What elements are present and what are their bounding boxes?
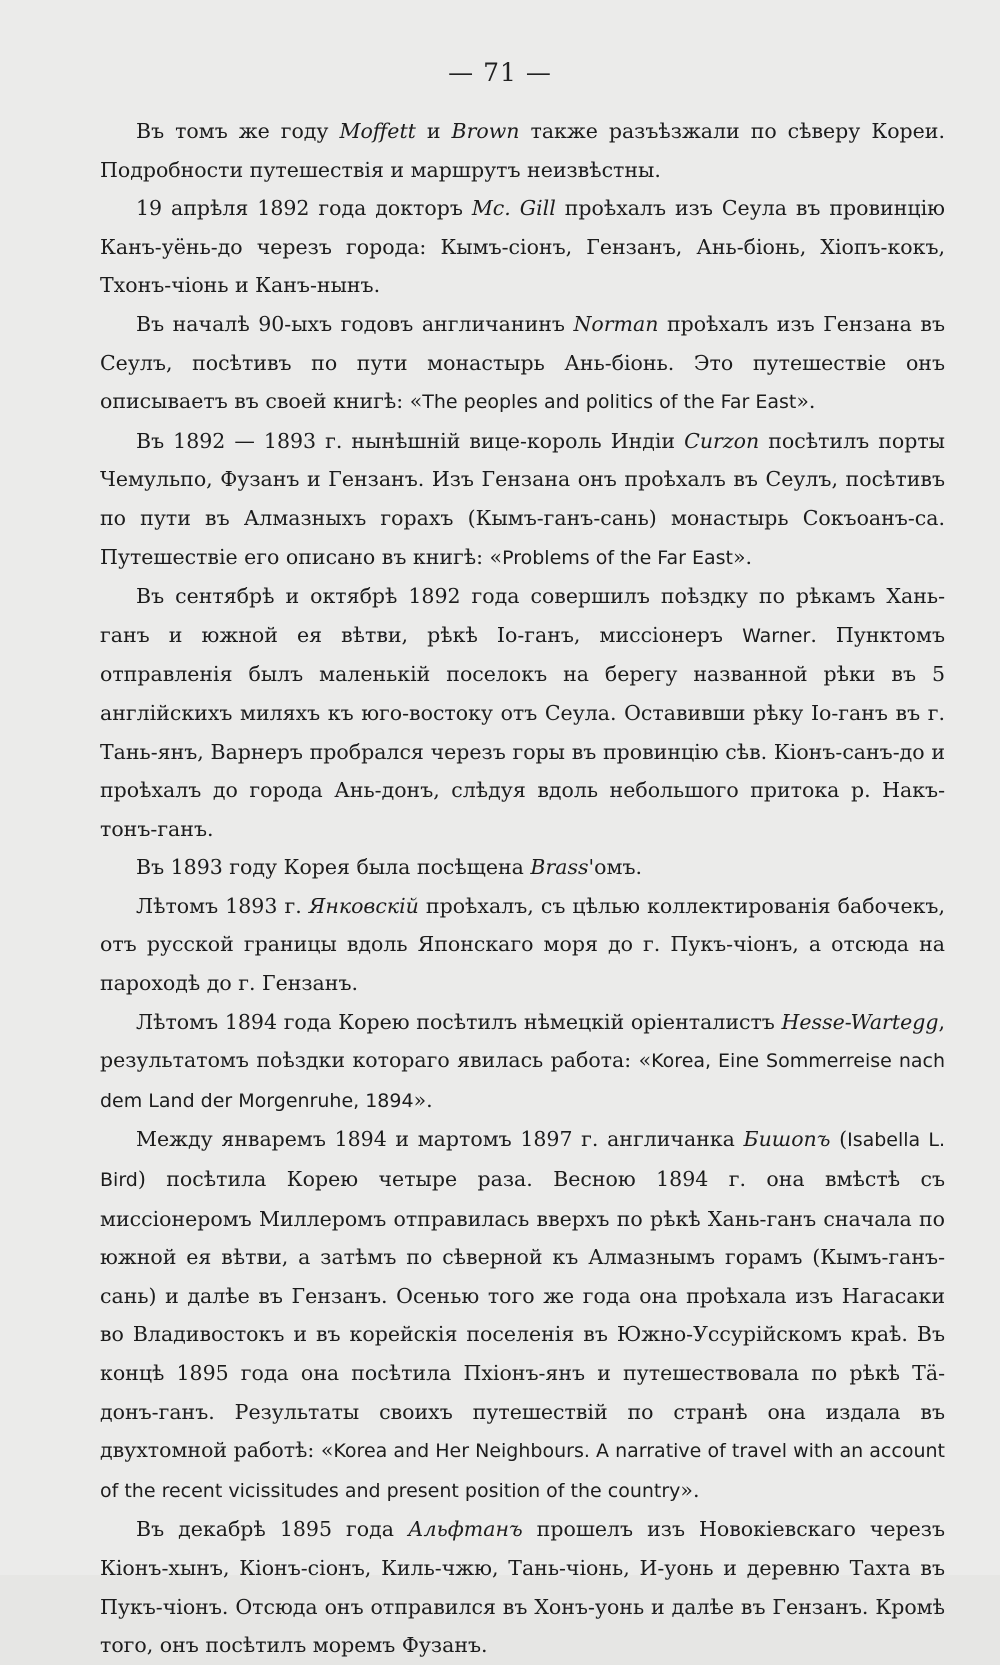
paragraph-p6 xyxy=(100,848,945,887)
text-run: Между январемъ 1894 и мартомъ 1897 г. англичанка xyxy=(136,1127,744,1152)
text-run: Лѣтомъ 1893 г. xyxy=(136,893,309,918)
italic-name: Norman xyxy=(573,311,659,336)
latin-title: Warner xyxy=(742,624,811,647)
text-run: 'омъ. xyxy=(588,855,642,880)
paragraph-p9 xyxy=(100,1120,945,1510)
latin-title: Korea and Her Neighbours. A narrative of travel with an account of the recent vicissitudes and present position of the country xyxy=(100,1440,945,1502)
latin-title: Problems of the Far East xyxy=(502,546,733,569)
text-run: ». xyxy=(732,544,753,569)
paragraph-p5 xyxy=(100,577,945,848)
text-run: посѣтилъ порты Чемульпо, Фузанъ и Гензанъ. Изъ Гензана онъ проѣхалъ въ Сеулъ, посѣтивъ по пути въ Алмазныхъ горахъ (Кымъ-ганъ-сань) монастырь Сокъоанъ-са. Путешествіе его описано въ книгѣ: « xyxy=(100,428,945,569)
text-run: также разъѣзжали по сѣверу Кореи. Подробности путешествія и маршрутъ неизвѣстны. xyxy=(100,119,945,182)
text-run: проѣхалъ, съ цѣлью коллектированія бабочекъ, отъ русской границы вдоль Японскаго моря до г. Пукъ-чіонъ, а отсюда на пароходѣ до г. Гензанъ. xyxy=(100,893,945,996)
italic-name: Curzon xyxy=(684,428,760,453)
text-run: ». xyxy=(796,389,816,414)
text-run: Лѣтомъ 1894 года Корею посѣтилъ нѣмецкій оріенталистъ xyxy=(136,1009,782,1034)
paragraph-p7 xyxy=(100,887,945,1003)
italic-name: Бишопъ xyxy=(743,1127,831,1152)
text-run: ». xyxy=(680,1477,700,1502)
page-number: — 71 — xyxy=(448,58,552,87)
paragraph-p8 xyxy=(100,1003,945,1121)
text-run: ». xyxy=(413,1087,433,1112)
italic-name: Янковскій xyxy=(308,893,419,918)
paragraph-p3 xyxy=(100,305,945,422)
paragraph-p2 xyxy=(100,189,945,305)
text-run: ( xyxy=(830,1127,848,1152)
text-run: ) посѣтила Корею четыре раза. Весною 1894 г. она вмѣстѣ съ миссіонеромъ Миллеромъ отправилась вверхъ по рѣкѣ Хань-ганъ сначала по южной ея вѣтви, а затѣмъ по сѣверной къ Алмазнымъ горамъ (Кымъ-ганъ-сань) и далѣе въ Гензанъ. Осенью того же года она проѣхала изъ Нагасаки во Владивостокъ и въ корейскія поселенія въ Южно-Уссурійскомъ краѣ. Въ концѣ 1895 года она посѣтила Пхіонъ-янъ и путешествовала по рѣкѣ Тä-донъ-ганъ. Результаты своихъ путешествій по странѣ она издала въ двухтомной работѣ: « xyxy=(100,1167,945,1463)
text-run: проѣхалъ изъ Сеула въ провинцію Канъ-уёнь-до черезъ города: Кымъ-сіонъ, Гензанъ, Ань-біонь, Хіопъ-кокъ, Тхонъ-чіонь и Канъ-нынъ. xyxy=(100,196,945,298)
latin-title: Isabella L. Bird xyxy=(100,1129,945,1192)
text-run: Въ томъ же году xyxy=(136,119,340,143)
latin-title: Korea, Eine Sommerreise nach dem Land der Morgenruhe, 1894 xyxy=(100,1050,945,1112)
italic-name: Brass xyxy=(530,855,589,880)
text-run: . Пунктомъ отправленія былъ маленькій поселокъ на берегу названной рѣки въ 5 англійскихъ миляхъ къ юго-востоку отъ Сеула. Оставивши рѣку Іо-ганъ въ г. Тань-янъ, Варнеръ пробрался черезъ горы въ провинцію сѣв. Кіонъ-санъ-до и проѣхалъ до города Ань-донъ, слѣдуя вдоль небольшого притока р. Накъ-тонъ-ганъ. xyxy=(100,622,945,841)
italic-name: Mc. Gill xyxy=(471,196,556,221)
body-text xyxy=(100,112,945,1665)
italic-name: Moffett xyxy=(339,119,416,143)
text-run: прошелъ изъ Новокіевскаго черезъ Кіонъ-хынъ, Кіонъ-сіонъ, Киль-чжю, Тань-чіонь, И-уонь и деревню Тахта въ Пукъ-чіонъ. Отсюда онъ отправился въ Хонъ-уонь и далѣе въ Гензанъ. Кромѣ того, онъ посѣтилъ моремъ Фузанъ. xyxy=(100,1517,946,1658)
latin-title: The peoples and politics of the Far East xyxy=(422,391,797,414)
text-run: Въ сентябрѣ и октябрѣ 1892 года совершилъ поѣздку по рѣкамъ Хань-ганъ и южной ея вѣтви, рѣкѣ Іо-ганъ, миссіонеръ xyxy=(100,584,945,647)
italic-name: Альфтанъ xyxy=(408,1517,523,1542)
text-run: Въ 1892 — 1893 г. нынѣшній вице-король Индіи xyxy=(136,428,685,453)
text-run: , результатомъ поѣздки котораго явилась работа: « xyxy=(100,1009,945,1073)
paragraph-p1 xyxy=(100,112,945,189)
italic-name: Brown xyxy=(451,119,520,143)
paragraph-p4 xyxy=(100,422,945,577)
text-run: Въ началѣ 90-ыхъ годовъ англичанинъ xyxy=(136,311,574,336)
italic-name: Hesse-Wartegg xyxy=(781,1009,939,1034)
text-run: Въ декабрѣ 1895 года xyxy=(136,1517,409,1542)
text-run: и xyxy=(415,119,452,143)
text-run: Въ 1893 году Корея была посѣщена xyxy=(136,855,531,880)
paragraph-p10 xyxy=(100,1510,945,1664)
text-run: 19 апрѣля 1892 года докторъ xyxy=(136,196,472,221)
text-run: проѣхалъ изъ Гензана въ Сеулъ, посѣтивъ по пути монастырь Ань-біонь. Это путешествіе онъ описываетъ въ своей книгѣ: « xyxy=(100,311,945,414)
